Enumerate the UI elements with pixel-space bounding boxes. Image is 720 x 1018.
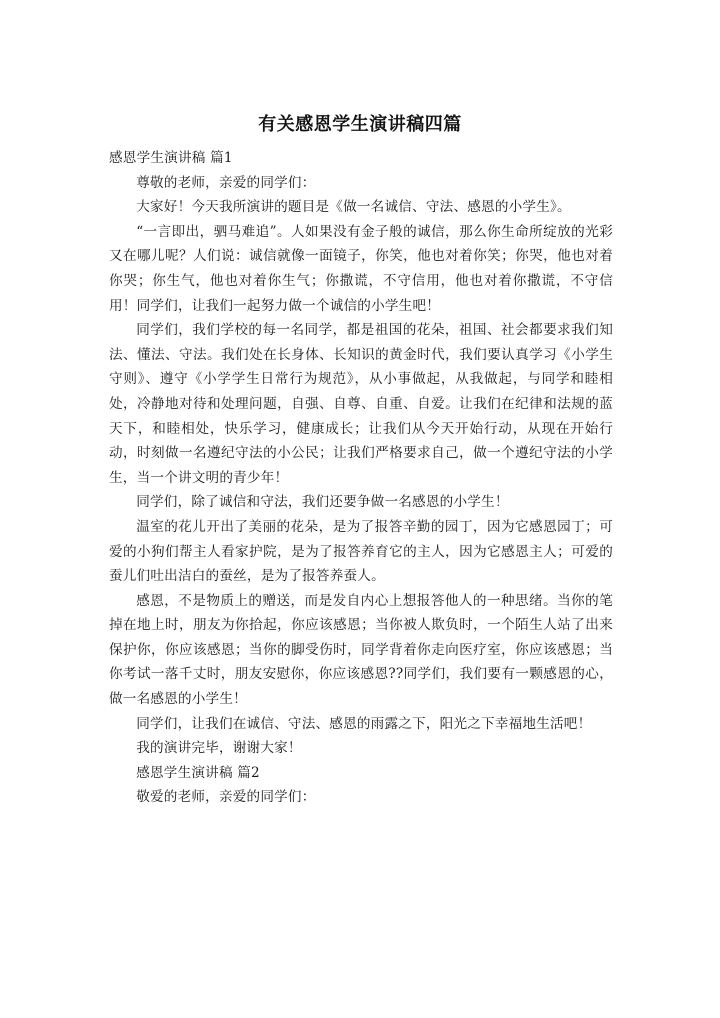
section-heading: 感恩学生演讲稿 篇1 <box>109 150 233 166</box>
section-heading: 感恩学生演讲稿 篇2 <box>136 764 260 781</box>
paragraph: 同学们，除了诚信和守法，我们还要争做一名感恩的小学生！ <box>136 494 509 511</box>
paragraph: 大家好！今天我所演讲的题目是《做一名诚信、守法、感恩的小学生》。 <box>136 199 571 216</box>
document-body <box>109 146 613 810</box>
paragraph: 感恩，不是物质上的赠送，而是发自内心上想报答他人的一种思绪。当你的笔掉在地上时，朋友为你拾起，你应该感恩；当你被人欺负时，一个陌生人站了出来保护你，你应该感恩；当你的脚受伤时，同学背着你走向医疗室，你应该感恩；当你考试一落千丈时，朋友安慰你，你应该感恩??同学们，我们要有一颗感恩的心，做一名感恩的小学生！ <box>109 592 613 708</box>
salutation: 敬爱的老师，亲爱的同学们： <box>136 789 316 806</box>
paragraph: “一言即出，驷马难追”。人如果没有金子般的诚信，那么你生命所绽放的光彩又在哪儿呢？人们说：诚信就像一面镜子，你笑，他也对着你笑；你哭，他也对着你哭；你生气，他也对着你生气；你撒谎，不守信用，他也对着你撒谎，不守信用！同学们，让我们一起努力做一个诚信的小学生吧！ <box>109 223 613 314</box>
paragraph: 同学们，让我们在诚信、守法、感恩的雨露之下，阳光之下幸福地生活吧！ <box>136 715 592 732</box>
paragraph: 同学们，我们学校的每一名同学，都是祖国的花朵，祖国、社会都要求我们知法、懂法、守法。我们处在长身体、长知识的黄金时代，我们要认真学习《小学生守则》、遵守《小学学生日常行为规范》，从小事做起，从我做起，与同学和睦相处，冷静地对待和处理问题，自强、自尊、自重、自爱。让我们在纪律和法规的蓝天下，和睦相处，快乐学习，健康成长；让我们从今天开始行动，从现在开始行动，时刻做一名遵纪守法的小公民；让我们严格要求自己，做一个遵纪守法的小学生，当一个讲文明的青少年！ <box>109 322 613 486</box>
closing-line: 我的演讲完毕，谢谢大家！ <box>136 740 302 757</box>
document-title: 有关感恩学生演讲稿四篇 <box>258 114 462 135</box>
paragraph: 温室的花儿开出了美丽的花朵，是为了报答辛勤的园丁，因为它感恩园丁；可爱的小狗们帮主人看家护院，是为了报答养育它的主人，因为它感恩主人；可爱的蚕儿们吐出洁白的蚕丝，是为了报答养蚕人。 <box>109 518 613 585</box>
salutation: 尊敬的老师，亲爱的同学们： <box>136 174 316 191</box>
